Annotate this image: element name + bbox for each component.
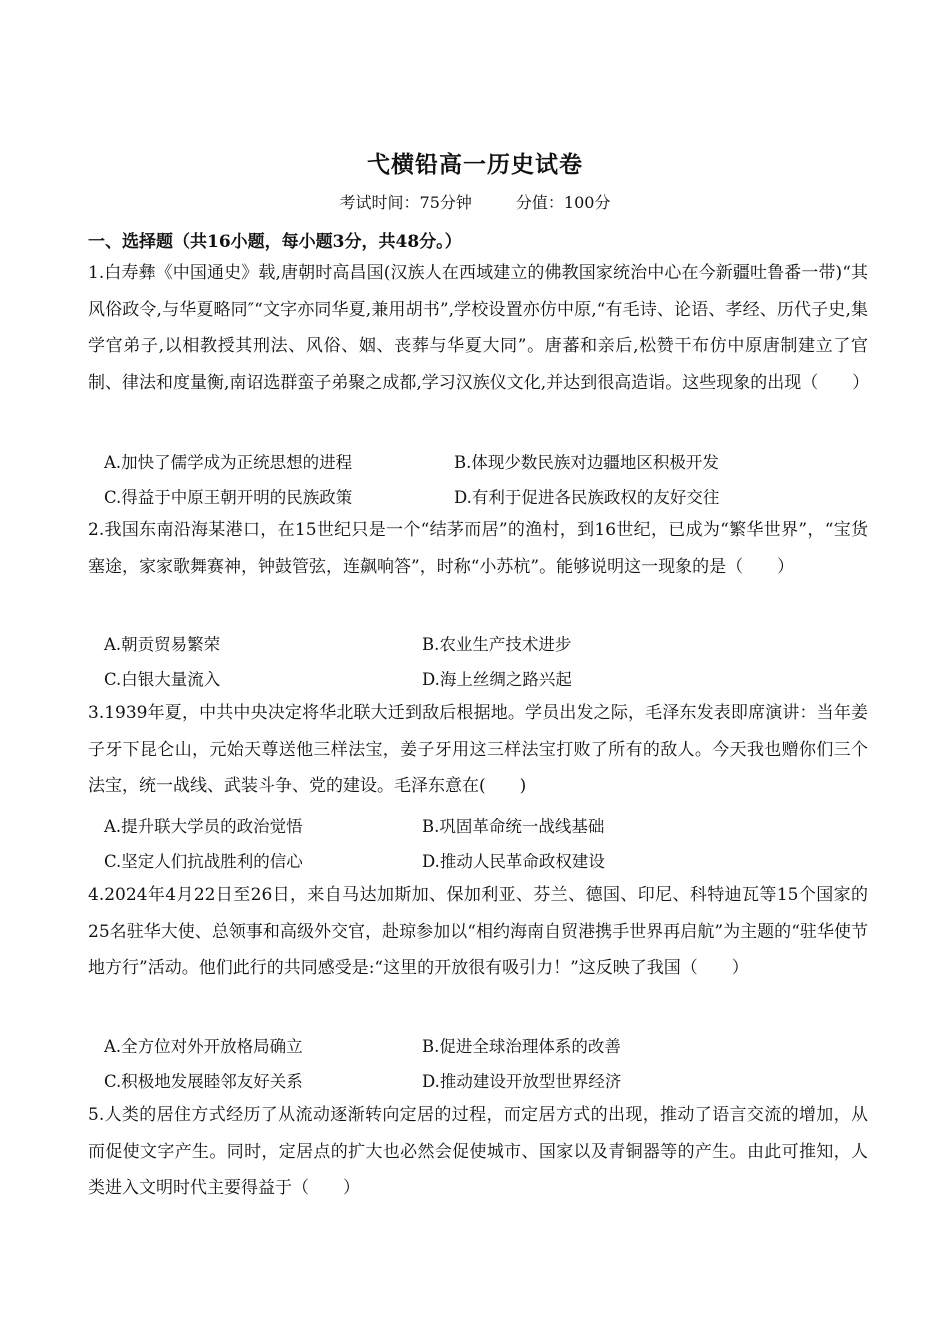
question-3-stem: 3.1939年夏，中共中央决定将华北联大迁到敌后根据地。学员出发之际，毛泽东发表即席演讲：当年姜子牙下昆仑山，元始天尊送他三样法宝，姜子牙用这三样法宝打败了所有的敌人。今天我也赠你们三个法宝，统一战线、武装斗争、党的建设。毛泽东意在( ) [88,703,868,796]
question-2-option-b: B.农业生产技术进步 [422,635,572,654]
question-1-option-d: D.有利于促进各民族政权的友好交往 [454,488,720,507]
exam-meta [0,190,950,213]
question-5-stem: 5.人类的居住方式经历了从流动逐渐转向定居的过程，而定居方式的出现，推动了语言交流的增加，从而促使文字产生。同时，定居点的扩大也必然会促使城市、国家以及青铜器等的产生。由此可推知，人类进入文明时代主要得益于（ ） [88,1105,868,1198]
question-4-option-a: A.全方位对外开放格局确立 [104,1037,303,1056]
question-2-option-c: C.白银大量流入 [104,670,221,689]
question-1-option-c: C.得益于中原王朝开明的民族政策 [104,488,353,507]
question-1-option-a: A.加快了儒学成为正统思想的进程 [104,453,353,472]
question-3-option-c: C.坚定人们抗战胜利的信心 [104,852,303,871]
question-4-stem: 4.2024年4月22日至26日，来自马达加斯加、保加利亚、芬兰、德国、印尼、科特迪瓦等15个国家的25名驻华大使、总领事和高级外交官，赴琼参加以“相约海南自贸港携手世界再启航”为主题的“驻华使节地方行”活动。他们此行的共同感受是:“这里的开放很有吸引力！”这反映了我国（ ） [88,885,868,978]
page-title: 弋横铅高一历史试卷 [367,151,583,178]
question-4-option-c: C.积极地发展睦邻友好关系 [104,1072,303,1091]
question-3-option-b: B.巩固革命统一战线基础 [422,817,605,836]
exam-time: 考试时间：75分钟 [339,193,472,212]
question-3-option-a: A.提升联大学员的政治觉悟 [104,817,303,836]
question-2-option-a: A.朝贡贸易繁荣 [104,635,221,654]
question-3-option-d: D.推动人民革命政权建设 [422,852,605,871]
section-heading: 一、选择题（共16小题，每小题3分，共48分。） [88,232,462,252]
question-2-option-d: D.海上丝绸之路兴起 [422,670,572,689]
question-2-stem: 2.我国东南沿海某港口，在15世纪只是一个“结茅而居”的渔村，到16世纪，已成为“繁华世界”，“宝货塞途，家家歌舞赛神，钟鼓管弦，连飙响答”，时称“小苏杭”。能够说明这一现象的是（ ） [88,520,868,577]
question-4-option-b: B.促进全球治理体系的改善 [422,1037,621,1056]
question-4-option-d: D.推动建设开放型世界经济 [422,1072,622,1091]
question-1-stem: 1.白寿彝《中国通史》载,唐朝时高昌国(汉族人在西域建立的佛教国家统治中心在今新疆吐鲁番一带)“其风俗政令,与华夏略同″“文字亦同华夏,兼用胡书”,学校设置亦仿中原,“有毛诗、论语、孝经、历代子史,集学官弟子,以相教授其刑法、风俗、姻、丧葬与华夏大同”。唐蕃和亲后,松赞干布仿中原唐制建立了官制、律法和度量衡,南诏选群蛮子弟聚之成都,学习汉族仪文化,并达到很高造诣。这些现象的出现（ ） [88,263,870,393]
exam-score: 分值：100分 [515,193,611,212]
question-1-option-b: B.体现少数民族对边疆地区积极开发 [454,453,719,472]
